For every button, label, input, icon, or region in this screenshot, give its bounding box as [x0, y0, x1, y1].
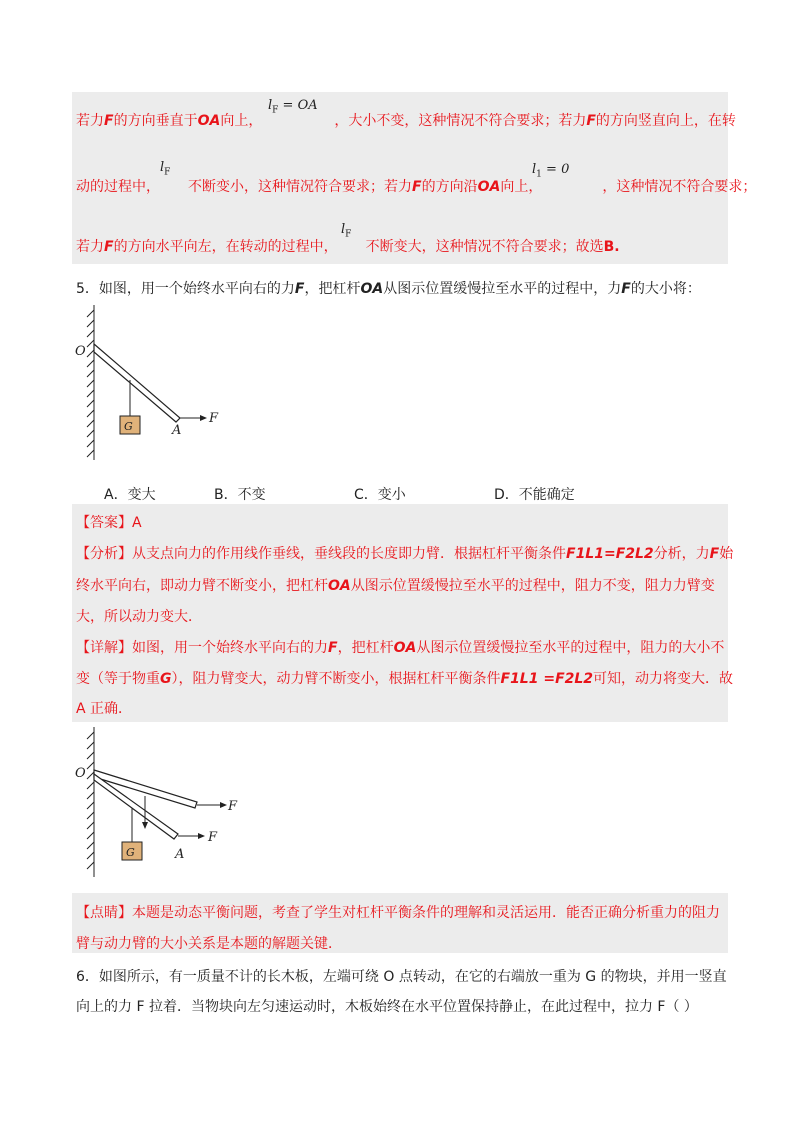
prev-explanation-line-3: 若力F的方向水平向左，在转动的过程中， 不断变大，这种情况不符合要求；故选B.	[76, 239, 620, 255]
formula-l-f-1: $l_F$	[160, 160, 171, 178]
prev-explanation-line-1: 若力F的方向垂直于OA向上， ，大小不变，这种情况不符合要求；若力F的方向竖直向上，在转	[76, 113, 736, 129]
option-a[interactable]: A．变大	[104, 487, 156, 503]
question-5-stem: 5．如图，用一个始终水平向右的力F，把杠杆OA从图示位置缓慢拉至水平的过程中，力F的大小将：	[76, 281, 701, 297]
question-6-line-2: 向上的力 F 拉着．当物块向左匀速运动时，木板始终在水平位置保持静止，在此过程中，拉力 F（ ）	[76, 999, 698, 1015]
label-a: A	[175, 847, 185, 862]
detail-line-2: 变（等于物重G），阻力臂变大，动力臂不断变小，根据杠杆平衡条件F1L1 =F2L2可知，动力将变大．故	[76, 671, 734, 687]
comment-line-1: 【点睛】本题是动态平衡问题，考查了学生对杠杆平衡条件的理解和灵活运用．能否正确分析重力的阻力	[76, 905, 720, 921]
lever-figure-2	[72, 722, 242, 882]
detail-line-3: A 正确．	[76, 701, 133, 717]
detail-line-1: 【详解】如图，用一个始终水平向右的力F，把杠杆OA从图示位置缓慢拉至水平的过程中，阻力的大小不	[76, 640, 725, 656]
label-f-lower: F	[208, 830, 218, 845]
label-a: A	[172, 423, 182, 438]
label-o: O	[75, 766, 86, 781]
analysis-line-3: 大，所以动力变大．	[76, 609, 202, 625]
lever-figure-1	[72, 300, 232, 470]
option-d[interactable]: D．不能确定	[494, 487, 575, 503]
formula-l-equals-zero: $l_1 = 0$	[532, 162, 570, 180]
formula-l-f-2: $l_F$	[341, 222, 352, 240]
label-f: F	[209, 411, 219, 426]
analysis-line-2: 终水平向右，即动力臂不断变小，把杠杆OA从图示位置缓慢拉至水平的过程中，阻力不变，阻力力臂变	[76, 578, 715, 594]
analysis-line-1: 【分析】从支点向力的作用线作垂线，垂线段的长度即力臂．根据杠杆平衡条件F1L1=F2L2分析，力F始	[76, 546, 734, 562]
prev-explanation-line-2: 动的过程中， 不断变小，这种情况符合要求；若力F的方向沿OA向上， ，这种情况不符合要求；	[76, 179, 757, 195]
wall-hatching	[87, 305, 94, 460]
option-c[interactable]: C．变小	[354, 487, 406, 503]
force-arrowhead	[200, 415, 207, 421]
comment-line-2: 臂与动力臂的大小关系是本题的解题关键．	[76, 936, 342, 952]
lever-bar	[94, 344, 180, 422]
question-6-line-1: 6．如图所示，有一质量不计的长木板，左端可绕 O 点转动，在它的右端放一重为 G 的物块，并用一竖直	[76, 969, 727, 985]
option-b[interactable]: B．不变	[214, 487, 266, 503]
label-g: G	[124, 420, 133, 433]
label-o: O	[75, 344, 86, 359]
answer-line: 【答案】A	[76, 515, 142, 531]
label-g: G	[126, 846, 135, 859]
label-f-upper: F	[228, 799, 238, 814]
formula-l-equals-oa: $l_F$ = OA	[268, 98, 318, 116]
